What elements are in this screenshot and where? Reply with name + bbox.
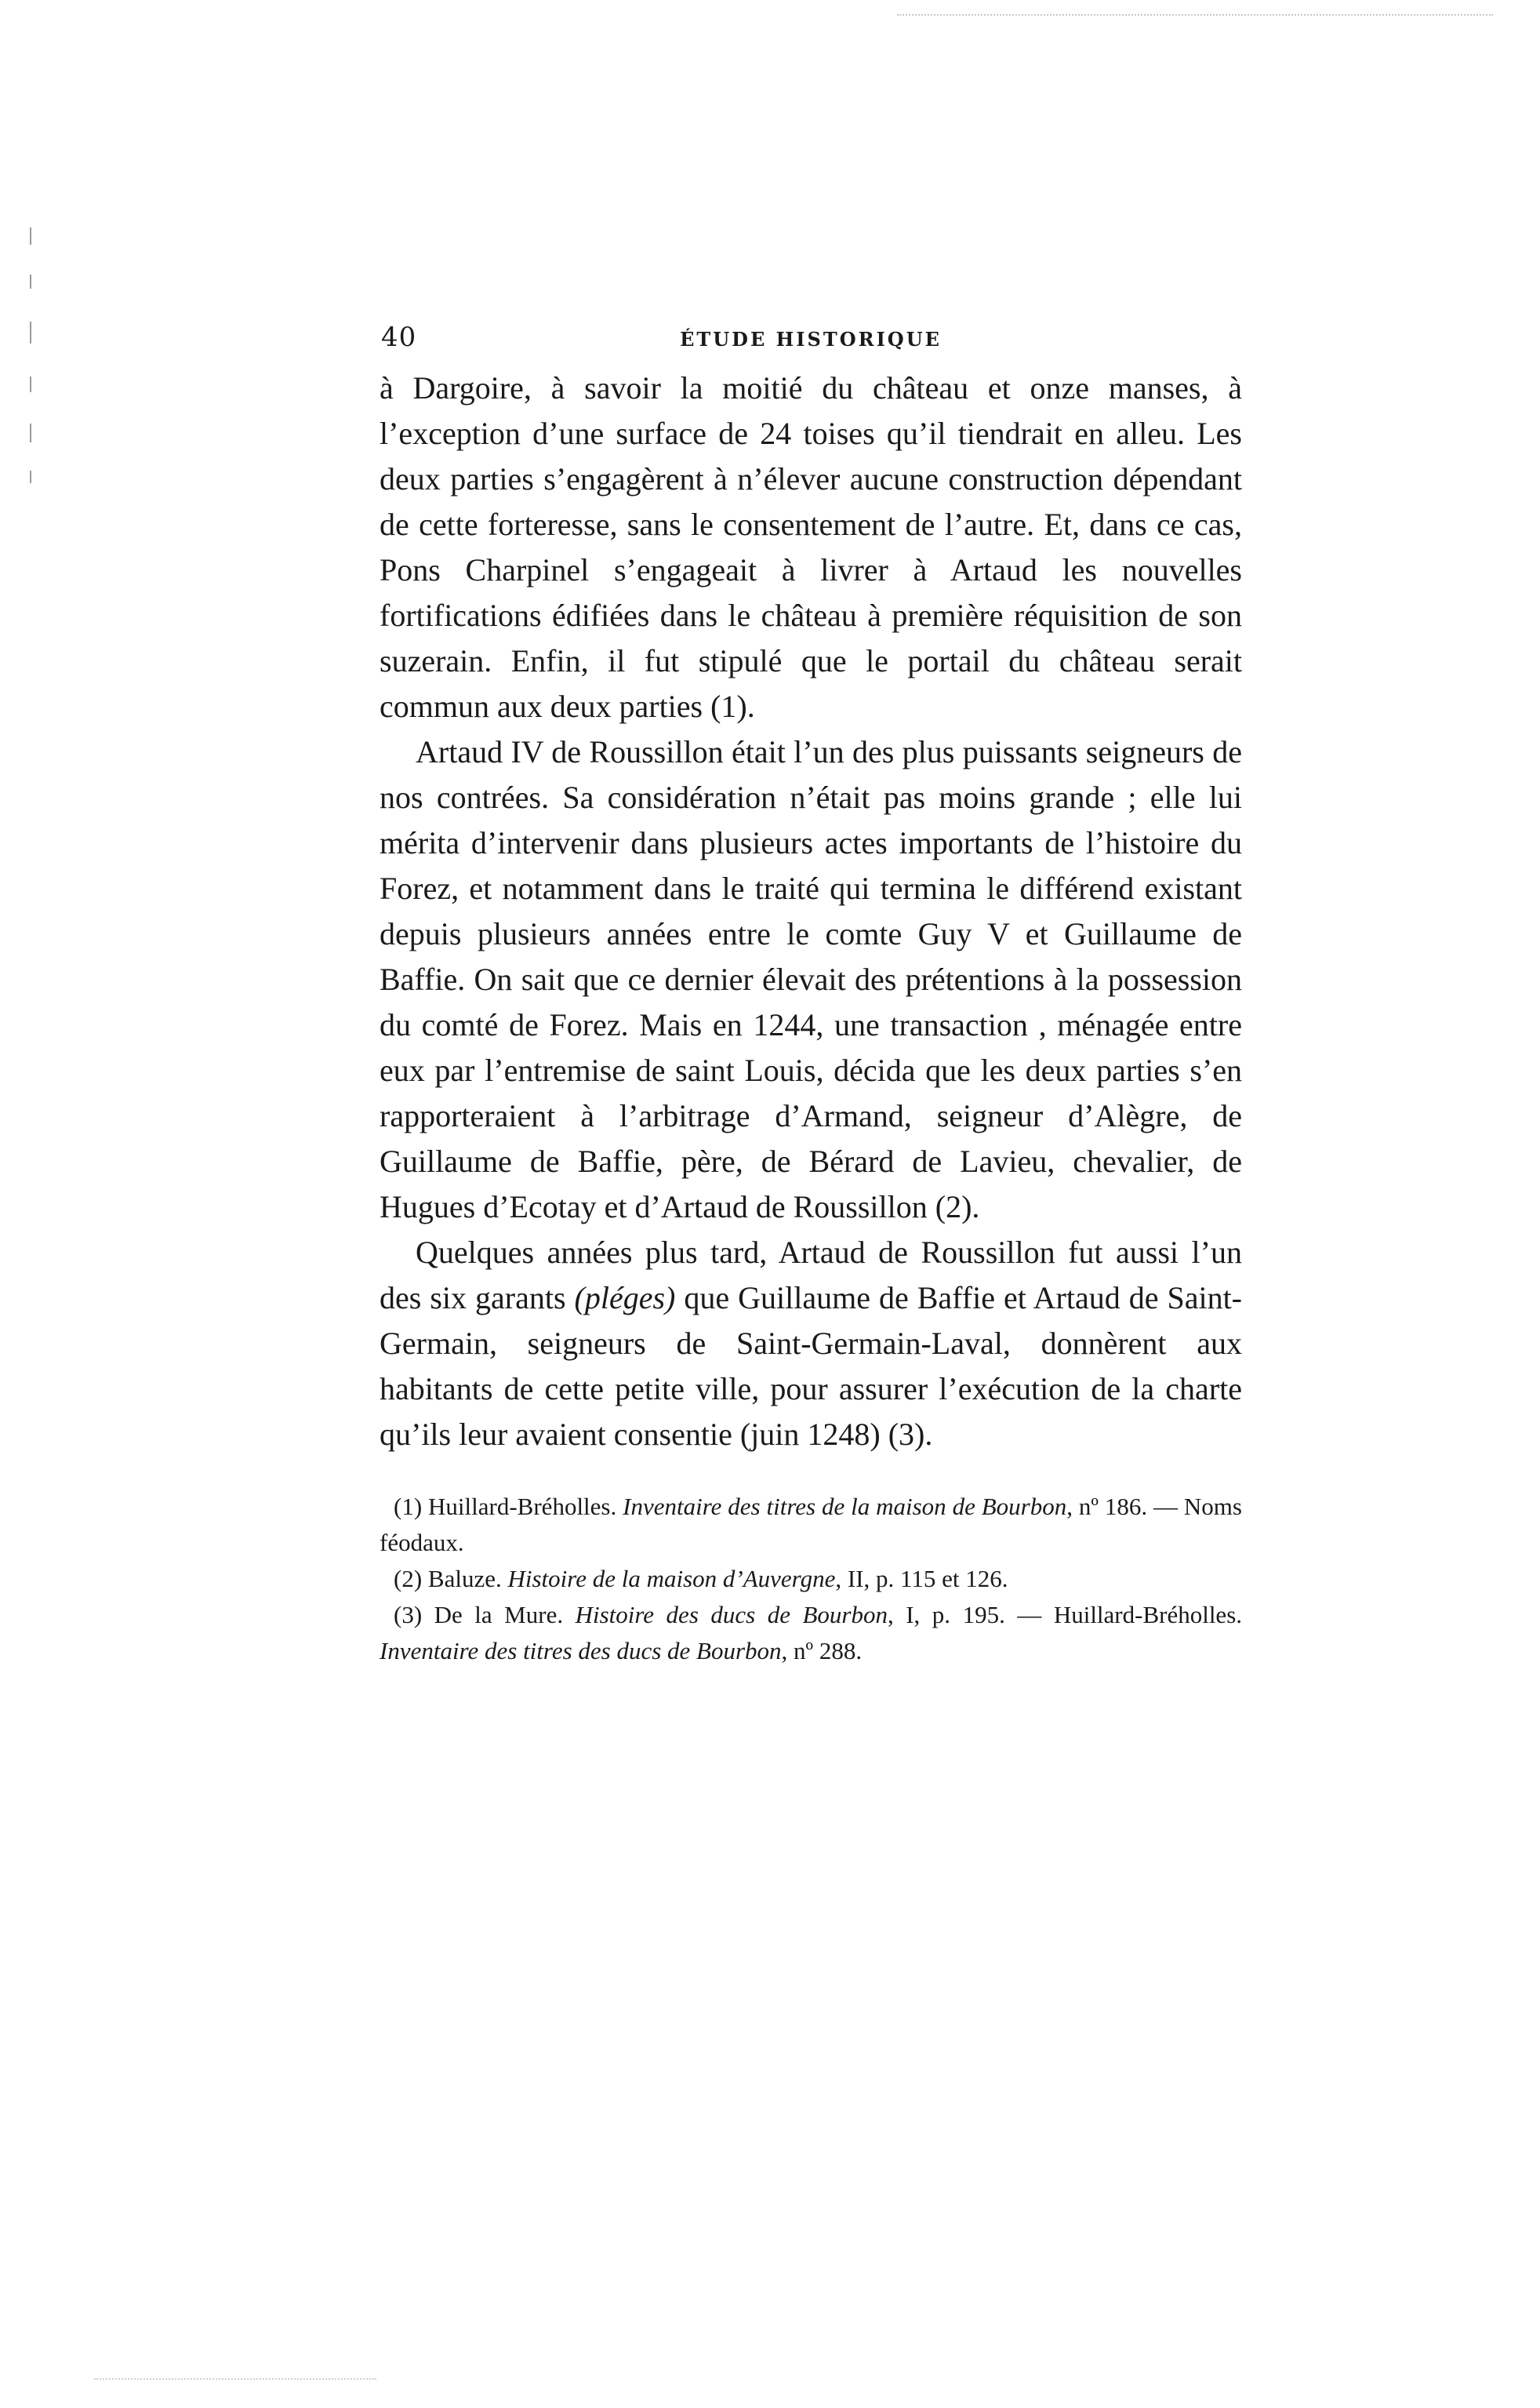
footnote-3	[380, 1597, 1242, 1669]
footnotes	[380, 1489, 1242, 1669]
footnote-mark: (2)	[394, 1565, 423, 1592]
page-header	[380, 322, 1242, 366]
paragraph-3-italic: (pléges)	[574, 1280, 676, 1315]
book-page	[380, 322, 1242, 1669]
footnote-1	[380, 1489, 1242, 1561]
footnote-mark: (1)	[394, 1493, 423, 1520]
scan-margin-marks	[30, 227, 35, 494]
scan-top-edge-marks	[897, 14, 1493, 20]
footnote-mark: (3)	[394, 1601, 423, 1628]
footnote-author: De la Mure.	[422, 1601, 576, 1628]
paragraph-3-before: Quelques années plus tard, Artaud de Roussillon fut aussi l’un des six garants	[380, 1235, 1242, 1315]
footnote-title: Histoire des ducs de Bourbon	[575, 1601, 888, 1628]
footnote-title: Histoire de la maison d’Auvergne	[507, 1565, 836, 1592]
footnote-author: Baluze.	[422, 1565, 508, 1592]
footnote-title: Inventaire des titres de la maison de Bourbon	[623, 1493, 1067, 1520]
footnote-rest: , II, p. 115 et 126.	[835, 1565, 1008, 1592]
paragraph-2: Artaud IV de Roussillon était l’un des plus puissants seigneurs de nos contrées. Sa considération n’était pas moins grande ; elle lui mérita d’intervenir dans plusieurs actes importants de l’histoire du Forez, et notamment dans le traité qui termina le différend existant depuis plusieurs années entre le comte Guy V et Guillaume de Baffie. On sait que ce dernier élevait des prétentions à la possession du comté de Forez. Mais en 1244, une transaction , ménagée entre eux par l’entremise de saint Louis, décida que les deux parties s’en rapporteraient à l’arbitrage d’Armand, seigneur d’Alègre, de Guillaume de Baffie, père, de Bérard de Lavieu, chevalier, de Hugues d’Ecotay et d’Artaud de Roussillon (2).	[380, 734, 1242, 1224]
footnote-title-2: Inventaire des titres des ducs de Bourbon	[380, 1637, 782, 1664]
footnote-2	[380, 1561, 1242, 1597]
running-title: ÉTUDE HISTORIQUE	[680, 328, 942, 351]
paragraph-3	[380, 1230, 1242, 1457]
footnote-rest: , nº 186. — Noms féodaux.	[380, 1493, 1242, 1556]
main-text	[380, 366, 1242, 1457]
paragraph-1: à Dargoire, à savoir la moitié du château et onze manses, à l’exception d’une surface de 24 toises qu’il tiendrait en alleu. Les deux parties s’engagèrent à n’élever aucune construction dépendant de cette forteresse, sans le consentement de l’autre. Et, dans ce cas, Pons Charpinel s’engageait à livrer à Artaud les nouvelles fortifications édifiées dans le château à première réquisition de son suzerain. Enfin, il fut stipulé que le portail du château serait commun aux deux parties (1).	[380, 370, 1242, 724]
paragraph-3-after: que Guillaume de Baffie et Artaud de Saint-Germain, seigneurs de Saint-Germain-Laval, donnèrent aux habitants de cette petite ville, pour assurer l’exécution de la charte qu’ils leur avaient consentie (juin 1248) (3).	[380, 1280, 1243, 1452]
scan-bottom-edge-marks	[94, 2378, 376, 2380]
footnote-rest-2: , nº 288.	[781, 1637, 863, 1664]
page-number: 40	[381, 322, 417, 353]
footnote-rest: , I, p. 195. — Huillard-Bréholles.	[887, 1601, 1243, 1628]
footnote-author: Huillard-Bréholles.	[422, 1493, 623, 1520]
